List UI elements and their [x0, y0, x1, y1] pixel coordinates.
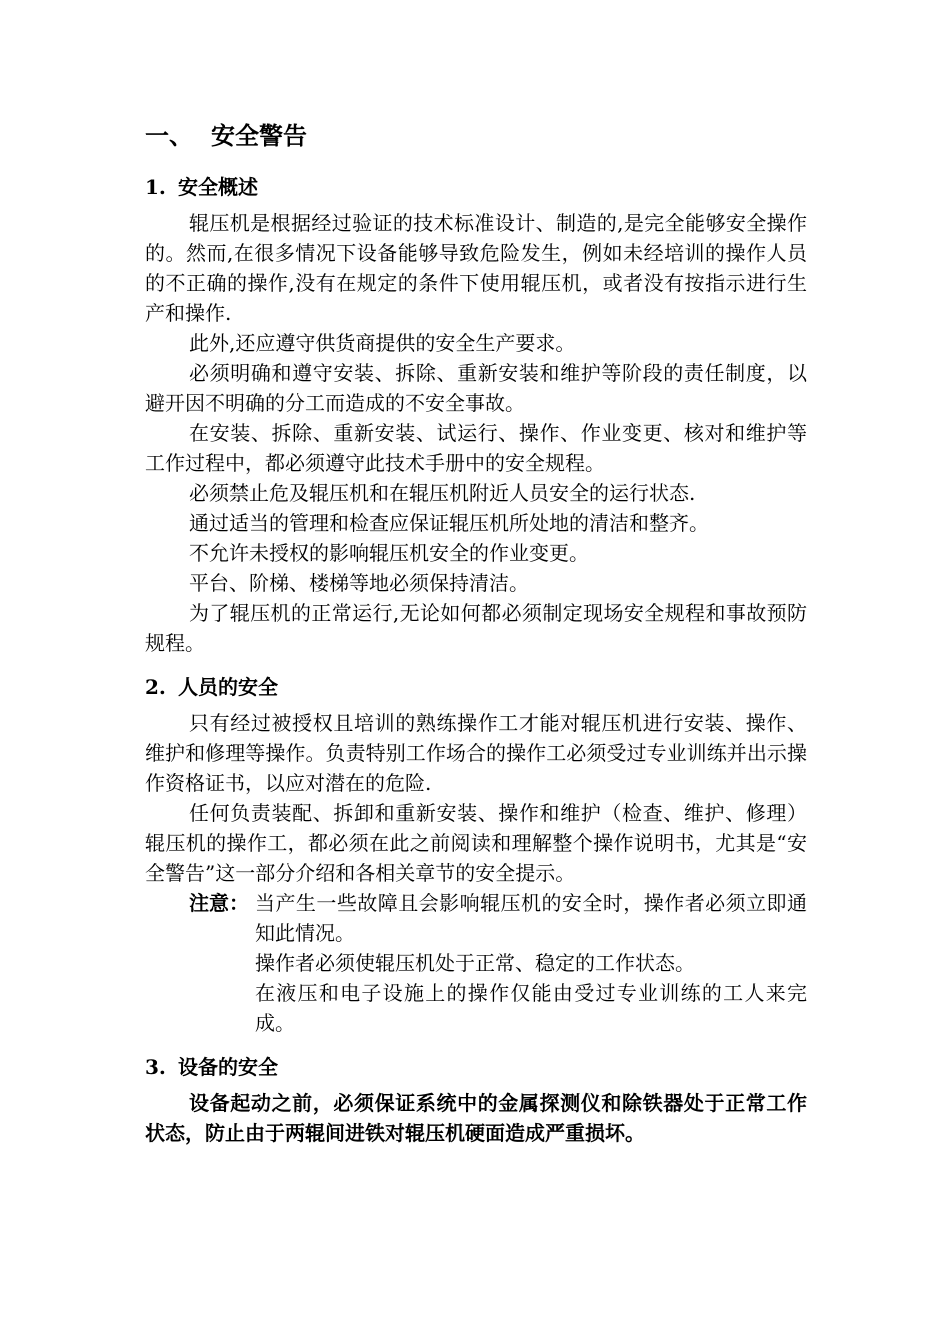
note-label: 注意：: [189, 891, 249, 915]
section-personnel-safety: [145, 672, 807, 1038]
paragraph: 通过适当的管理和检查应保证辊压机所处地的清洁和整齐。: [189, 511, 709, 535]
section-number: 1.: [145, 175, 166, 199]
section-heading: [145, 672, 807, 702]
section-heading: [145, 172, 807, 202]
section-safety-overview: [145, 172, 807, 658]
paragraph: 此外,还应遵守供货商提供的安全生产要求。: [189, 331, 576, 355]
paragraph: 只有经过被授权且培训的熟练操作工才能对辊压机进行安装、操作、维护和修理等操作。负责特别工作场合的操作工必须受过专业训练并出示操作资格证书，以应对潜在的危险.: [145, 711, 807, 795]
note-line: 操作者必须使辊压机处于正常、稳定的工作状态。: [255, 951, 695, 975]
document-page: [145, 118, 807, 1148]
note-line: 当产生一些故障且会影响辊压机的安全时，操作者必须立即通知此情况。: [255, 891, 807, 945]
section-title: 设备的安全: [178, 1055, 278, 1079]
paragraph: 辊压机是根据经过验证的技术标准设计、制造的,是完全能够安全操作的。然而,在很多情况下设备能够导致危险发生，例如未经培训的操作人员的不正确的操作,没有在规定的条件下使用辊压机，或者没有按指示进行生产和操作.: [145, 211, 807, 325]
note-line: 在液压和电子设施上的操作仅能由受过专业训练的工人来完成。: [255, 981, 807, 1035]
paragraph: 任何负责装配、拆卸和重新安装、操作和维护（检查、维护、修理）辊压机的操作工，都必须在此之前阅读和理解整个操作说明书，尤其是“安全警告”这一部分介绍和各相关章节的安全提示。: [145, 801, 807, 885]
section-equipment-safety: [145, 1052, 807, 1148]
paragraph: 必须禁止危及辊压机和在辊压机附近人员安全的运行状态.: [189, 481, 696, 505]
note-block: [145, 888, 807, 1038]
paragraph: 为了辊压机的正常运行,无论如何都必须制定现场安全规程和事故预防规程。: [145, 601, 807, 655]
section-number: 3.: [145, 1055, 166, 1079]
chapter-heading: [145, 118, 807, 154]
section-title: 人员的安全: [178, 675, 278, 699]
paragraph-emphasis: 设备起动之前，必须保证系统中的金属探测仪和除铁器处于正常工作状态，防止由于两辊间进铁对辊压机硬面造成严重损坏。: [145, 1091, 807, 1145]
paragraph: 不允许未授权的影响辊压机安全的作业变更。: [189, 541, 589, 565]
section-title: 安全概述: [178, 175, 258, 199]
chapter-number: 一、: [145, 121, 193, 150]
section-spacer: [145, 1038, 807, 1052]
section-number: 2.: [145, 675, 166, 699]
section-heading: [145, 1052, 807, 1082]
paragraph: 在安装、拆除、重新安装、试运行、操作、作业变更、核对和维护等工作过程中，都必须遵守此技术手册中的安全规程。: [145, 421, 807, 475]
section-spacer: [145, 658, 807, 672]
paragraph: 平台、阶梯、楼梯等地必须保持清洁。: [189, 571, 529, 595]
paragraph: 必须明确和遵守安装、拆除、重新安装和维护等阶段的责任制度，以避开因不明确的分工而造成的不安全事故。: [145, 361, 807, 415]
chapter-title: 安全警告: [211, 121, 307, 150]
